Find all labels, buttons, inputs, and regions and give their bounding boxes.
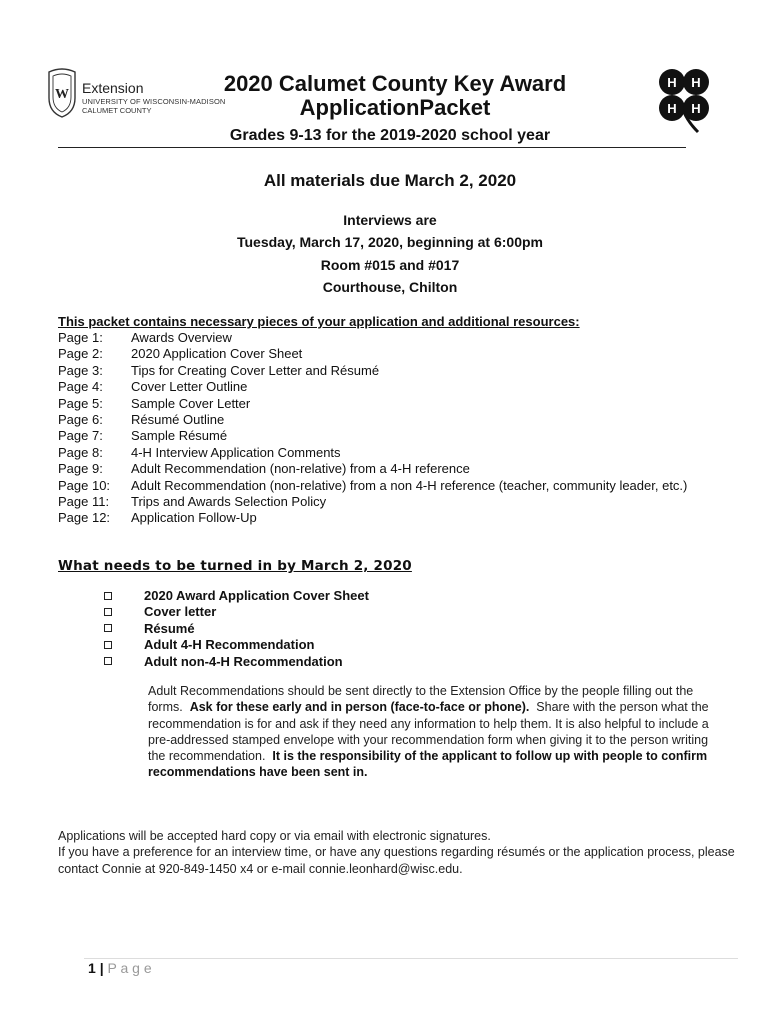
- checklist-item: [104, 654, 369, 670]
- interviews-line-3: Room #015 and #017: [320, 257, 460, 273]
- list-item: [58, 494, 758, 510]
- list-item: [58, 412, 758, 428]
- checkbox-icon: [104, 657, 112, 665]
- svg-text:H: H: [691, 75, 701, 90]
- svg-text:H: H: [691, 101, 701, 116]
- list-item: [58, 396, 758, 412]
- list-item: [58, 363, 758, 379]
- page-item: Résumé Outline: [131, 411, 225, 427]
- page-item: Adult Recommendation (non-relative) from a non 4-H reference (teacher, community leader, etc.): [131, 477, 688, 493]
- checkbox-icon: [104, 608, 112, 616]
- checklist-label: Cover letter: [144, 604, 217, 620]
- page-label: P a g e: [107, 960, 152, 976]
- page-item: 4-H Interview Application Comments: [131, 444, 341, 460]
- title-line-1: 2020 Calumet County Key Award: [223, 71, 567, 96]
- checklist-item: [104, 588, 369, 604]
- svg-text:W: W: [55, 87, 69, 102]
- page-number: Page 1:: [58, 330, 103, 345]
- recommendation-note: [148, 683, 726, 781]
- logo-university-text: UNIVERSITY OF WISCONSIN-MADISON: [82, 97, 226, 106]
- page-number: Page 2:: [58, 346, 103, 362]
- rec-note-part-1: Adult Recommendations should be sent directly to the Extension Office by the people filling out the forms.: [148, 684, 694, 715]
- list-item: [58, 428, 758, 444]
- page-number: Page 6:: [58, 411, 103, 427]
- page-item: Tips for Creating Cover Letter and Résumé: [131, 362, 380, 378]
- svg-text:H: H: [667, 101, 677, 116]
- list-item: [58, 461, 758, 477]
- page-number-value: 1: [88, 960, 96, 976]
- page-number: Page 9:: [58, 461, 103, 477]
- rec-note-part-3: Share with the person what the recommendation is for and ask if they need any information to help them. It is also helpful to include a pre-addressed stamped envelope with your recommendation form when giving it to the person writing the recommendation.: [148, 700, 709, 764]
- page-item: 2020 Application Cover Sheet: [131, 346, 303, 362]
- subtitle: Grades 9-13 for the 2019-2020 school year: [229, 127, 551, 144]
- checklist-label: Adult non-4-H Recommendation: [144, 653, 343, 669]
- footer-note-line-1: Applications will be accepted hard copy or via email with electronic signatures.: [58, 829, 491, 843]
- page-number: Page 5:: [58, 395, 103, 411]
- page-item: Sample Cover Letter: [131, 395, 251, 411]
- page-list: [58, 330, 758, 527]
- checkbox-icon: [104, 592, 112, 600]
- title-line-2: ApplicationPacket: [299, 95, 491, 120]
- page-footer: [88, 960, 152, 976]
- list-item: [58, 478, 758, 494]
- footer-divider: [84, 958, 738, 959]
- list-item: [58, 346, 758, 362]
- checklist-label: Résumé: [144, 620, 195, 636]
- interviews-line-4: Courthouse, Chilton: [322, 279, 458, 295]
- packet-intro: This packet contains necessary pieces of your application and additional resources:: [58, 314, 580, 329]
- page-item: Cover Letter Outline: [131, 379, 248, 395]
- document-title: [190, 72, 600, 120]
- page-item: Adult Recommendation (non-relative) from a 4-H reference: [131, 461, 470, 477]
- logo-county-text: CALUMET COUNTY: [82, 106, 152, 115]
- page-number: Page 4:: [58, 379, 103, 395]
- page-number: Page 10:: [58, 477, 111, 493]
- page-separator: |: [99, 960, 104, 976]
- checkbox-icon: [104, 624, 112, 632]
- rec-note-part-4: It is the responsibility of the applicant to follow up with people to confirm recommendations have been sent in.: [148, 749, 708, 780]
- checklist-item: [104, 621, 369, 637]
- page-item: Awards Overview: [131, 330, 232, 345]
- list-item: [58, 379, 758, 395]
- checklist-item: [104, 637, 369, 653]
- page-number: Page 11:: [58, 493, 110, 509]
- header-divider: [58, 147, 686, 148]
- list-item: [58, 510, 758, 526]
- rec-note-part-2: Ask for these early and in person (face-to-face or phone).: [189, 700, 530, 715]
- page-item: Application Follow-Up: [131, 510, 257, 526]
- uw-crest-icon: [46, 68, 78, 118]
- due-date-heading: All materials due March 2, 2020: [263, 171, 517, 190]
- interviews-line-1: Interviews are: [343, 212, 437, 228]
- list-item: [58, 445, 758, 461]
- checkbox-icon: [104, 641, 112, 649]
- footer-note-line-2: If you have a preference for an interview time, or have any questions regarding résumés or the application process, please contact Connie at 920-849-1450 x4 or e-mail connie.leonhard@wisc.edu.: [58, 845, 735, 876]
- page-number: Page 8:: [58, 444, 103, 460]
- list-item: [58, 330, 758, 346]
- checklist-label: Adult 4-H Recommendation: [144, 637, 315, 653]
- checklist-label: 2020 Award Application Cover Sheet: [144, 588, 369, 603]
- page-item: Trips and Awards Selection Policy: [131, 493, 327, 509]
- 4h-clover-icon: [648, 62, 720, 134]
- page-item: Sample Résumé: [131, 428, 228, 444]
- turn-in-heading: What needs to be turned in by March 2, 2020: [58, 558, 412, 574]
- checklist-item: [104, 604, 369, 620]
- page-number: Page 7:: [58, 428, 103, 444]
- turn-in-checklist: [104, 588, 369, 670]
- logo-extension-text: Extension: [82, 80, 144, 96]
- interviews-line-2: Tuesday, March 17, 2020, beginning at 6:00pm: [236, 234, 544, 250]
- footer-note: [58, 828, 738, 877]
- page-number: Page 12:: [58, 510, 111, 526]
- svg-text:H: H: [667, 75, 677, 90]
- page-number: Page 3:: [58, 362, 103, 378]
